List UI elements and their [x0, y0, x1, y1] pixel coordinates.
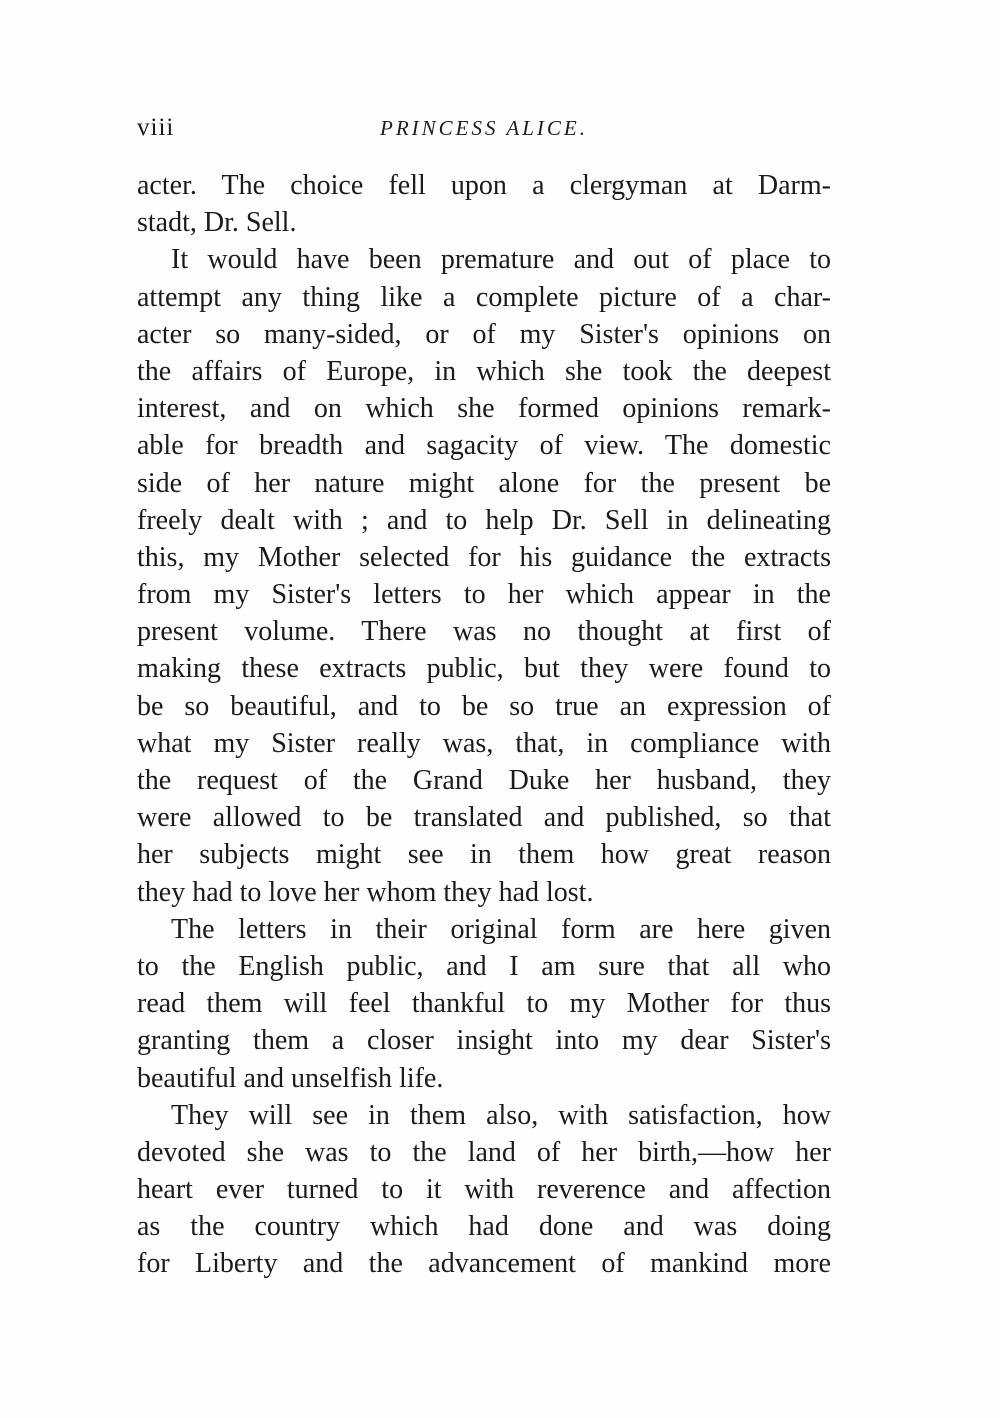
- text-line: side of her nature might alone for the present be: [137, 467, 831, 499]
- page-number: viii: [137, 114, 175, 141]
- text-line: as the country which had done and was doing: [137, 1211, 831, 1243]
- text-line: making these extracts public, but they were found to: [137, 653, 831, 685]
- text-line: be so beautiful, and to be so true an expression of: [137, 690, 831, 722]
- running-head: [137, 110, 831, 146]
- text-line: beautiful and unselfish life.: [137, 1062, 444, 1094]
- text-line: acter. The choice fell upon a clergyman at Darm-: [137, 170, 831, 201]
- text-line: stadt, Dr. Sell.: [137, 207, 297, 239]
- text-line: They will see in them also, with satisfaction, how: [171, 1099, 831, 1131]
- text-line: the request of the Grand Duke her husband, they: [137, 765, 831, 796]
- text-line: for Liberty and the advancement of mankind more: [137, 1248, 831, 1280]
- text-line: able for breadth and sagacity of view. The domestic: [137, 430, 831, 462]
- text-line: present volume. There was no thought at first of: [137, 616, 831, 648]
- text-line: read them will feel thankful to my Mother for thus: [137, 988, 831, 1020]
- text-line: interest, and on which she formed opinions remark-: [137, 393, 831, 425]
- text-line: granting them a closer insight into my dear Sister's: [137, 1025, 831, 1057]
- running-title: PRINCESS ALICE.: [380, 116, 588, 140]
- text-line: were allowed to be translated and published, so that: [137, 802, 831, 834]
- body-text: [137, 167, 831, 1283]
- text-line: heart ever turned to it with reverence and affection: [137, 1174, 831, 1206]
- text-line: to the English public, and I am sure that all who: [137, 950, 831, 982]
- text-line: they had to love her whom they had lost.: [137, 876, 594, 908]
- text-line: from my Sister's letters to her which appear in the: [137, 579, 831, 611]
- text-line: It would have been premature and out of place to: [171, 244, 831, 276]
- text-line: acter so many-sided, or of my Sister's opinions on: [137, 318, 831, 350]
- text-line: her subjects might see in them how great reason: [137, 839, 831, 871]
- text-line: what my Sister really was, that, in compliance with: [137, 727, 831, 759]
- text-line: attempt any thing like a complete picture of a char-: [137, 281, 831, 313]
- text-line: The letters in their original form are here given: [171, 913, 831, 945]
- text-line: this, my Mother selected for his guidance the extracts: [137, 541, 831, 573]
- text-line: the affairs of Europe, in which she took the deepest: [137, 355, 831, 387]
- text-line: freely dealt with ; and to help Dr. Sell in delineating: [137, 504, 831, 536]
- text-line: devoted she was to the land of her birth,—how her: [137, 1136, 831, 1168]
